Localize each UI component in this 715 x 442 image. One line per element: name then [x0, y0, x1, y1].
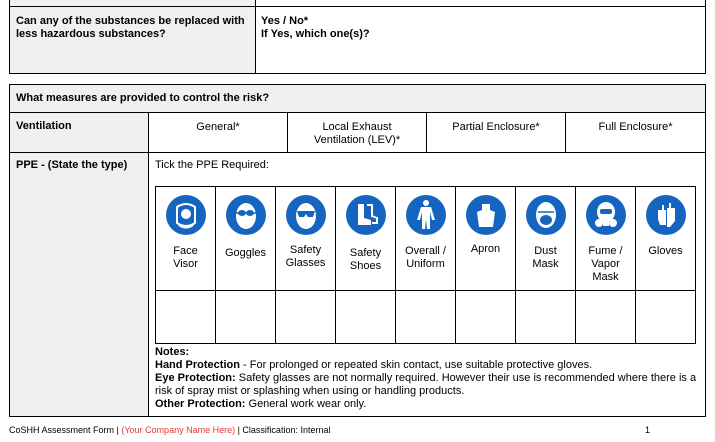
ventilation-option-general[interactable]: [148, 112, 288, 153]
ppe-item-label: Safety Shoes: [349, 247, 382, 272]
ventilation-option-lev[interactable]: [287, 112, 427, 153]
safety-shoes-icon: [345, 194, 387, 236]
hand-protection-label: Hand Protection: [155, 359, 240, 371]
ppe-label-cell: [9, 152, 149, 417]
notes-heading: Notes:: [155, 346, 190, 358]
apron-icon: [465, 194, 507, 236]
other-protection-label: Other Protection:: [155, 398, 246, 410]
ppe-item-label: Face Visor: [173, 245, 198, 270]
ppe-item-label: Apron: [470, 243, 501, 255]
ppe-tick-face-visor[interactable]: [155, 290, 216, 344]
overall-icon: [405, 194, 447, 236]
ppe-instruction: Tick the PPE Required:: [155, 159, 269, 171]
ppe-item-label: Fume / Vapor Mask: [588, 245, 623, 283]
ppe-item-fume-mask: [575, 186, 636, 291]
face-visor-icon: [165, 194, 207, 236]
ppe-tick-dust-mask[interactable]: [515, 290, 576, 344]
fume-mask-icon: [585, 194, 627, 236]
top-divider: [9, 0, 706, 7]
dust-mask-icon: [525, 194, 567, 236]
ppe-tick-apron[interactable]: [455, 290, 516, 344]
ppe-tick-safety-shoes[interactable]: [335, 290, 396, 344]
ppe-tick-goggles[interactable]: [215, 290, 276, 344]
ventilation-label: Ventilation: [16, 120, 72, 132]
ppe-item-label: Safety Glasses: [285, 244, 326, 269]
safety-glasses-icon: [285, 194, 327, 236]
footer-classification: | Classification: Internal: [235, 425, 331, 435]
substitution-answer-line2: If Yes, which one(s)?: [261, 28, 370, 40]
ppe-tick-overall[interactable]: [395, 290, 456, 344]
notes-eye-protection: [155, 372, 700, 398]
ventilation-option-partial[interactable]: [426, 112, 566, 153]
ppe-item-label: Overall / Uniform: [405, 245, 446, 270]
notes-hand-protection: [155, 359, 700, 372]
control-heading: What measures are provided to control the risk?: [16, 92, 270, 104]
ppe-item-goggles: [215, 186, 276, 291]
ventilation-option-full[interactable]: [565, 112, 706, 153]
ppe-item-overall: [395, 186, 456, 291]
ppe-item-label: Dust Mask: [532, 245, 559, 270]
ppe-tick-fume-mask[interactable]: [575, 290, 636, 344]
notes-block: [155, 346, 700, 411]
ventilation-option-label: Partial Enclosure*: [452, 121, 540, 133]
substitution-answer-line1: Yes / No*: [261, 15, 309, 27]
eye-protection-text: Safety glasses are not normally required. However their use is recommended where there is a risk of spray mist or splashing when using or handling products.: [155, 372, 697, 397]
goggles-icon: [225, 194, 267, 236]
notes-other-protection: [155, 398, 700, 411]
ppe-item-gloves: [635, 186, 696, 291]
ppe-label: PPE - (State the type): [16, 159, 128, 171]
footer-page-number: 1: [645, 425, 651, 435]
hand-protection-text: - For prolonged or repeated skin contact, use suitable protective gloves.: [239, 359, 593, 371]
gloves-icon: [645, 194, 687, 236]
footer-company: (Your Company Name Here): [121, 425, 236, 435]
other-protection-text: General work wear only.: [245, 398, 367, 410]
footer-form-name: CoSHH Assessment Form |: [9, 425, 122, 435]
ppe-item-label: Goggles: [225, 247, 266, 259]
ppe-item-safety-shoes: [335, 186, 396, 291]
substitution-question: Can any of the substances be replaced with less hazardous substances?: [16, 15, 245, 40]
eye-protection-label: Eye Protection:: [155, 372, 236, 384]
ppe-tick-gloves[interactable]: [635, 290, 696, 344]
ppe-item-safety-glasses: [275, 186, 336, 291]
ventilation-option-label: Full Enclosure*: [598, 121, 673, 133]
ppe-item-dust-mask: [515, 186, 576, 291]
ventilation-option-label: General*: [196, 121, 240, 133]
ventilation-option-label: Local Exhaust Ventilation (LEV)*: [313, 121, 401, 146]
ppe-item-apron: [455, 186, 516, 291]
ppe-item-label: Gloves: [648, 245, 683, 257]
ppe-tick-safety-glasses[interactable]: [275, 290, 336, 344]
page-footer: [9, 425, 330, 436]
ppe-item-face-visor: [155, 186, 216, 291]
